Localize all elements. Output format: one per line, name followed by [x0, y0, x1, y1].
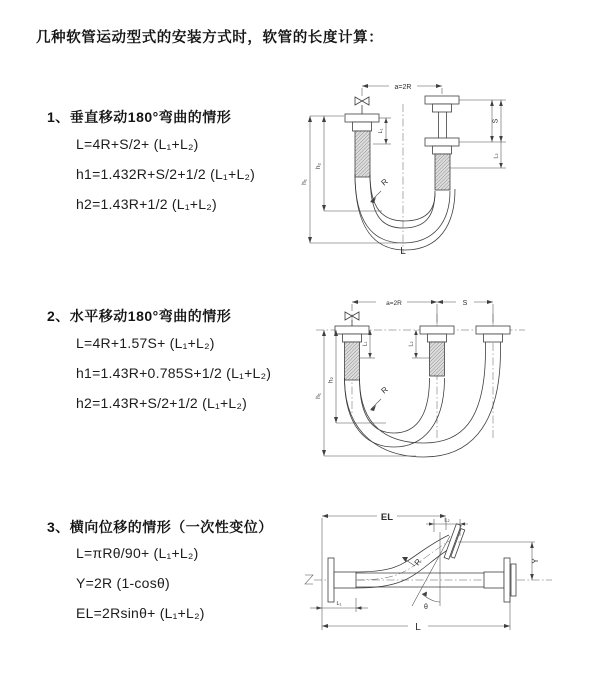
dim-label-l1: L₁ — [362, 341, 369, 347]
formula-line: h1=1.43R+0.785S+1/2 (L₁+L₂) — [76, 365, 272, 381]
formula-line: h1=1.432R+S/2+1/2 (L₁+L₂) — [76, 166, 256, 182]
dimension-s — [450, 100, 506, 168]
formula-line: L=4R+1.57S+ (L₁+L₂) — [76, 335, 215, 351]
radius-callout — [370, 385, 390, 411]
dim-label-a2r: a=2R — [386, 300, 402, 307]
dim-label-theta: θ — [424, 604, 428, 611]
dim-label-s: S — [492, 118, 500, 124]
dim-label-h1: h₁ — [315, 393, 322, 399]
dimension-a2r — [352, 300, 437, 307]
displaced-hose-curve — [356, 524, 466, 588]
dim-label-radius: R — [379, 384, 390, 396]
dim-label-s: S — [462, 300, 468, 307]
left-flange-fitting — [328, 558, 356, 602]
middle-hose-fitting — [420, 326, 454, 376]
dim-label-h2: h₂ — [315, 162, 322, 170]
dim-label-l2: L₂ — [408, 341, 415, 347]
dim-label-l1: L₁ — [336, 601, 342, 607]
left-hose-fitting — [335, 326, 369, 380]
hose-u-curves — [345, 350, 501, 457]
dim-label-radius: R — [412, 557, 424, 568]
dim-label-h1: h₁ — [301, 179, 308, 185]
valve-icon — [355, 97, 369, 114]
dim-label-length: L — [400, 246, 406, 257]
formula-line: h2=1.43R+S/2+1/2 (L₁+L₂) — [76, 395, 248, 411]
dim-label-l1: L₁ — [378, 128, 384, 134]
section-3-heading: 3、横向位移的情形（一次性变位） — [47, 519, 273, 535]
left-hose-fitting — [345, 114, 379, 177]
dim-label-l2: L₂ — [493, 153, 500, 159]
formula-line: Y=2R (1-cosθ) — [76, 575, 170, 591]
diagram-horizontal-180-bend — [310, 288, 550, 463]
radius-callout — [370, 177, 390, 203]
dimension-l1 — [310, 598, 368, 612]
formula-line: L=4R+S/2+ (L₁+L₂) — [76, 136, 199, 152]
dim-label-h2: h₂ — [327, 376, 335, 384]
tilted-flange — [444, 524, 466, 561]
dim-label-y: Y — [531, 558, 540, 564]
dimension-el — [322, 512, 446, 630]
page-title: 几种软管运动型式的安装方式时，软管的长度计算： — [36, 30, 384, 46]
section-2-heading: 2、水平移动180°弯曲的情形 — [47, 308, 232, 324]
section-1-heading: 1、垂直移动180°弯曲的情形 — [47, 109, 232, 125]
dim-label-radius: R — [379, 176, 390, 188]
dim-label-l2: L₂ — [444, 517, 450, 524]
dim-label-l: L — [415, 622, 421, 633]
formula-line: L=πRθ/90+ (L₁+L₂) — [76, 545, 199, 561]
formula-line: h2=1.43R+1/2 (L₁+L₂) — [76, 196, 217, 212]
formula-line: EL=2Rsinθ+ (L₁+L₂) — [76, 605, 205, 621]
break-symbol — [305, 575, 313, 584]
dim-label-a2r: a=2R — [394, 84, 412, 91]
right-hose-fitting — [425, 96, 459, 190]
diagram-vertical-180-bend — [296, 70, 536, 258]
dim-label-el: EL — [380, 512, 394, 523]
dimension-s — [352, 300, 493, 324]
diagram-lateral-displacement — [298, 502, 562, 644]
dimension-a2r — [362, 84, 442, 96]
